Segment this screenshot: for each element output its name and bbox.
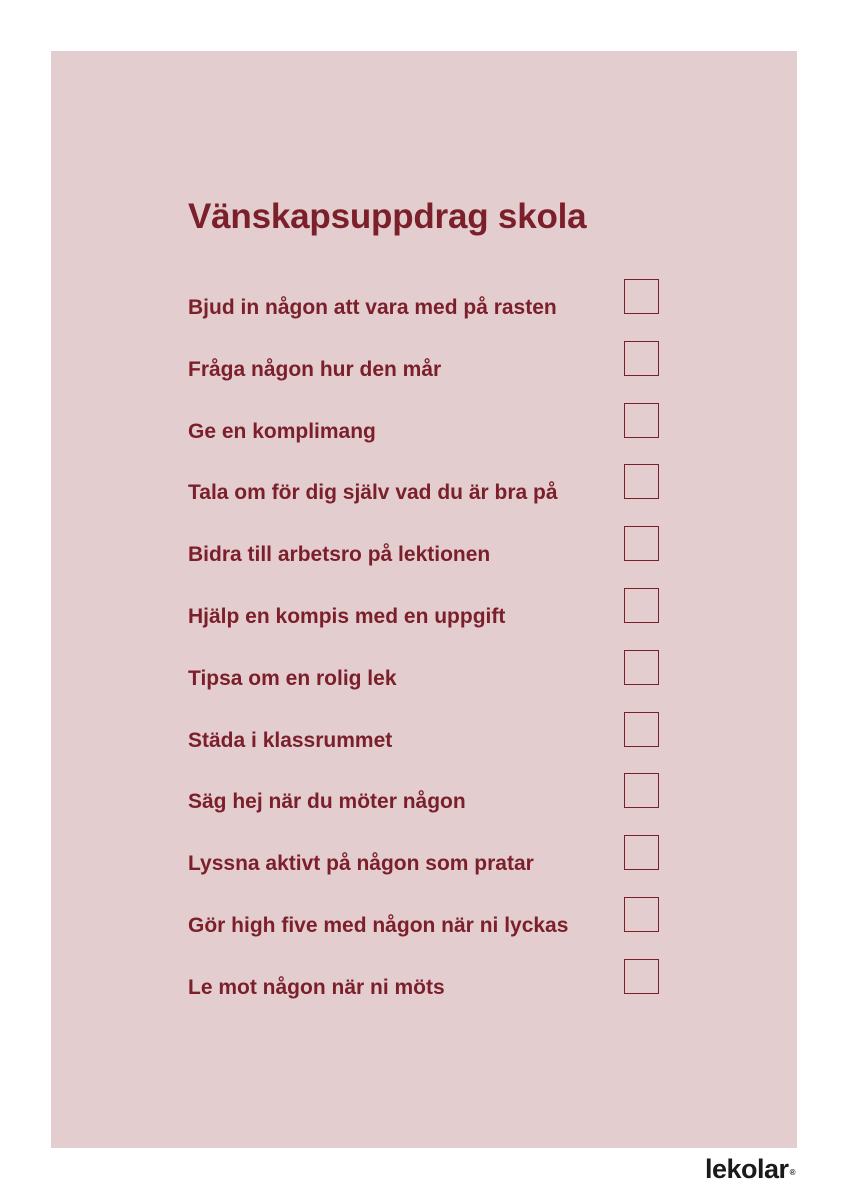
checklist-item-label: Bidra till arbetsro på lektionen — [188, 543, 491, 567]
checklist-item-label: Tala om för dig själv vad du är bra på — [188, 481, 558, 505]
checklist-item — [188, 773, 688, 835]
checklist-item — [188, 650, 688, 712]
checkbox[interactable] — [624, 650, 659, 685]
checklist-item — [188, 835, 688, 897]
checklist-item — [188, 588, 688, 650]
checklist-item-label: Städa i klassrummet — [188, 728, 393, 752]
checkbox[interactable] — [624, 464, 659, 499]
checklist-item — [188, 712, 688, 774]
checkbox[interactable] — [624, 588, 659, 623]
checklist-item-label: Ge en komplimang — [188, 419, 376, 443]
card-title: Vänskapsuppdrag skola — [188, 197, 587, 236]
checklist-item-label: Bjud in någon att vara med på rasten — [188, 296, 557, 319]
checkbox[interactable] — [624, 403, 659, 438]
lekolar-logo — [705, 1152, 795, 1186]
checklist-item-label: Tipsa om en rolig lek — [188, 666, 397, 690]
checklist-card — [51, 51, 797, 1148]
checklist-item — [188, 959, 688, 1021]
checkbox[interactable] — [624, 279, 659, 314]
checklist-item — [188, 464, 688, 526]
checklist-item — [188, 403, 688, 465]
checklist-item — [188, 279, 688, 341]
checklist — [188, 279, 688, 1021]
registered-mark: ® — [789, 1168, 795, 1177]
checklist-item — [188, 897, 688, 959]
checklist-item-label: Le mot någon när ni möts — [188, 975, 445, 999]
checkbox[interactable] — [624, 712, 659, 747]
logo-text: lekolar — [705, 1154, 789, 1184]
checkbox[interactable] — [624, 341, 659, 376]
checklist-item-label: Fråga någon hur den mår — [188, 357, 442, 381]
checklist-item-label: Hjälp en kompis med en uppgift — [188, 604, 506, 628]
checklist-item — [188, 526, 688, 588]
checkbox[interactable] — [624, 526, 659, 561]
checkbox[interactable] — [624, 773, 659, 808]
checklist-item-label: Lyssna aktivt på någon som pratar — [188, 852, 534, 876]
checklist-item — [188, 341, 688, 403]
checkbox[interactable] — [624, 835, 659, 870]
checklist-item-label: Gör high five med någon när ni lyckas — [188, 913, 569, 937]
checklist-item-label: Säg hej när du möter någon — [188, 790, 466, 814]
checkbox[interactable] — [624, 959, 659, 994]
checkbox[interactable] — [624, 897, 659, 932]
